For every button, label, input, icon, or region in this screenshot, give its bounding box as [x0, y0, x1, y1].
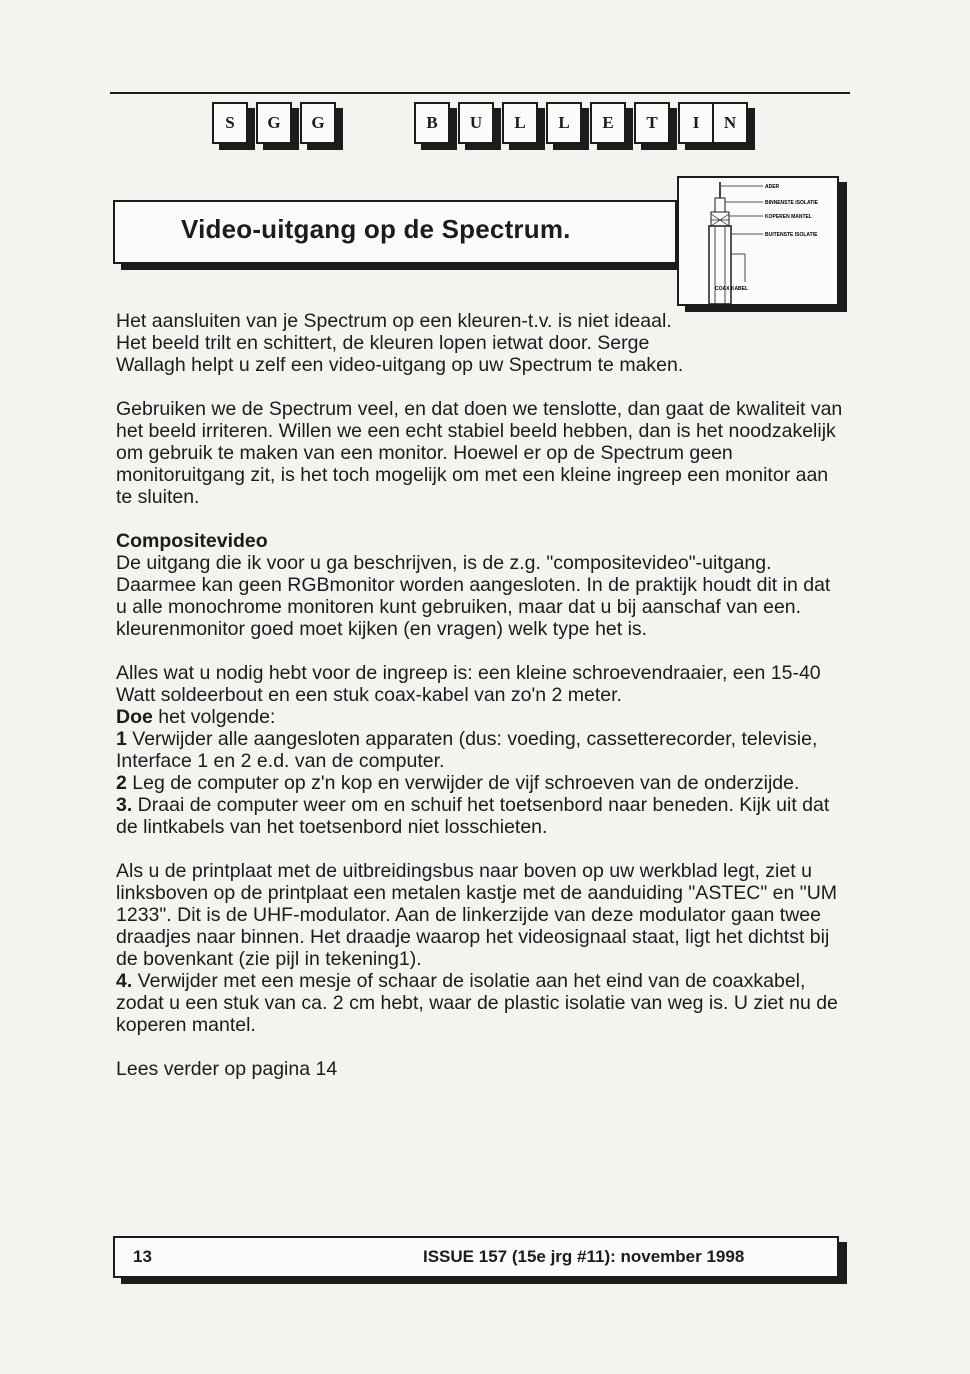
- figure-label: BUITENSTE ISOLATIE: [765, 232, 818, 238]
- step-number: 2: [116, 772, 127, 794]
- masthead-letter: G: [256, 102, 292, 144]
- figure-label: BINNENSTE ISOLATIE: [765, 200, 818, 206]
- doe-rest: het volgende:: [152, 706, 276, 728]
- footer-bar: [113, 1236, 839, 1278]
- masthead-letter: U: [458, 102, 494, 144]
- masthead-rule: [110, 92, 850, 94]
- article-body: [116, 310, 846, 1102]
- paragraph: Alles wat u nodig hebt voor de ingreep is: een kleine schroevendraaier, een 15-40 Watt soldeerbout en een stuk coax-kabel van zo'n 2 meter.: [116, 662, 821, 706]
- step-number: 3.: [116, 794, 133, 816]
- paragraph: Gebruiken we de Spectrum veel, en dat doen we tenslotte, dan gaat de kwaliteit van het beeld irriteren. Willen we een echt stabiel beeld hebben, dan is het noodzakelijk om gebruik te maken van een monitor. Hoewel er op de Spectrum geen monitoruitgang zit, is het toch mogelijk om met een kleine ingreep een monitor aan te sluiten.: [116, 398, 843, 508]
- subheading: Compositevideo: [116, 530, 268, 552]
- masthead-letter: E: [590, 102, 626, 144]
- masthead-letter: L: [502, 102, 538, 144]
- paragraph: Als u de printplaat met de uitbreidingsbus naar boven op uw werkblad legt, ziet u linksboven op de printplaat een metalen kastje met de aanduiding "ASTEC" en "UM 1233". Dit is de UHF-modulator. Aan de linkerzijde van deze modulator gaan twee draadjes naar binnen. Het draadje waarop het videosignaal staat, ligt het dichtst bij de bovenkant (zie pijl in tekening1).: [116, 860, 838, 970]
- masthead-letter: B: [414, 102, 450, 144]
- figure-label: COAX KABEL: [715, 286, 749, 292]
- step-text: Leg de computer op z'n kop en verwijder de vijf schroeven van de onderzijde.: [126, 772, 800, 794]
- continued-note: Lees verder op pagina 14: [116, 1058, 338, 1080]
- masthead-letter: L: [546, 102, 582, 144]
- step-text: Verwijder alle aangesloten apparaten (dus: voeding, cassetterecorder, televisie, Interface 1 en 2 e.d. van de computer.: [116, 728, 818, 772]
- tools-section: [116, 662, 846, 838]
- article-title: Video-uitgang op de Spectrum.: [181, 214, 571, 244]
- coax-cable-drawing: [679, 178, 837, 304]
- masthead-letter: G: [300, 102, 336, 144]
- step-number: 1: [116, 728, 127, 750]
- page-number: 13: [133, 1247, 152, 1266]
- step-text: Verwijder met een mesje of schaar de isolatie aan het eind van de coaxkabel, zodat u een stuk van ca. 2 cm hebt, waar de plastic isolatie van weg is. U ziet nu de koperen mantel.: [116, 970, 838, 1036]
- compositevideo-section: [116, 530, 846, 640]
- intro-paragraph: Het aansluiten van je Spectrum op een kleuren-t.v. is niet ideaal. Het beeld trilt en schittert, de kleuren lopen ietwat door. Serge Wallagh helpt u zelf een video-uitgang op uw Spectrum te maken.: [116, 310, 684, 376]
- coax-cable-figure: [677, 176, 839, 306]
- step-number: 4.: [116, 970, 133, 992]
- masthead-letter: S: [212, 102, 248, 144]
- title-box: [113, 200, 677, 264]
- masthead-letter: I: [678, 102, 714, 144]
- masthead-letter: N: [712, 102, 748, 144]
- doe-label: Doe: [116, 706, 153, 728]
- step-text: Draai de computer weer om en schuif het toetsenbord naar beneden. Kijk uit dat de lintkabels van het toetsenbord niet losschieten.: [116, 794, 830, 838]
- paragraph: De uitgang die ik voor u ga beschrijven, is de z.g. "compositevideo"-uitgang. Daarmee kan geen RGBmonitor worden aangesloten. In de praktijk houdt dit in dat u alle monochrome monitoren kunt gebruiken, maar dat u bij aanschaf van een. kleurenmonitor goed moet kijken (en vragen) welk type het is.: [116, 552, 831, 640]
- figure-label: KOPEREN MANTEL: [765, 214, 812, 220]
- issue-info: ISSUE 157 (15e jrg #11): november 1998: [423, 1247, 745, 1266]
- figure-label: ADER: [765, 184, 780, 190]
- masthead-letter: T: [634, 102, 670, 144]
- modulator-section: [116, 860, 846, 1036]
